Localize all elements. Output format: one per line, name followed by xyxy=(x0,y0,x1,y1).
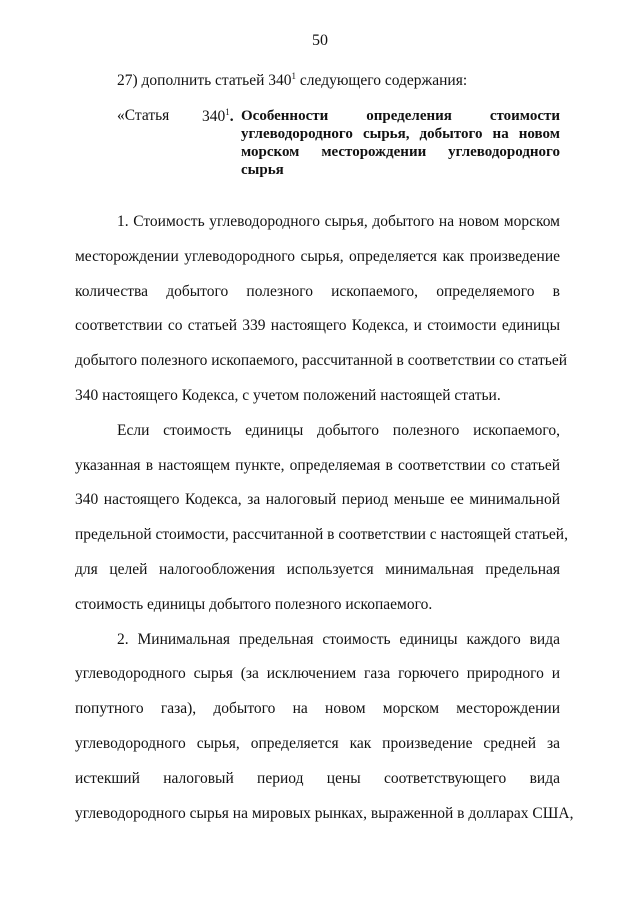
article-number-base: 340 xyxy=(202,108,226,125)
text-line: углеводородного сырья (за исключением газа горючего природного и xyxy=(75,665,560,683)
text-line: 340 настоящего Кодекса, с учетом положений настоящей статьи. xyxy=(75,386,501,404)
article-number-superscript: 1 xyxy=(225,107,230,117)
intro-text-after: следующего содержания: xyxy=(296,72,468,89)
text-line: месторождении углеводородного сырья, определяется как произведение xyxy=(75,247,560,265)
text-line: указанная в настоящем пункте, определяемая в соответствии со статьей xyxy=(75,456,560,474)
text-line: истекший налоговый период цены соответствующего вида xyxy=(75,769,560,787)
article-label: «Статья xyxy=(117,107,170,124)
page-number: 50 xyxy=(312,32,328,49)
paragraph-2 xyxy=(75,414,568,623)
article-title-line: углеводородного сырья, добытого на новом xyxy=(241,126,560,142)
article-title-line: морском месторождении углеводородного xyxy=(241,144,560,160)
text-line: предельной стоимости, рассчитанной в соответствии с настоящей статьей, xyxy=(75,526,568,544)
text-line: углеводородного сырья на мировых рынках, выраженной в долларах США, xyxy=(75,804,574,822)
article-body xyxy=(75,205,574,831)
text-line: соответствии со статьей 339 настоящего Кодекса, и стоимости единицы xyxy=(75,317,560,335)
text-line: углеводородного сырья, определяется как произведение средней за xyxy=(75,734,560,752)
article-title-line: сырья xyxy=(241,162,284,178)
text-line: 1. Стоимость углеводородного сырья, добытого на новом морском xyxy=(117,213,560,230)
text-line: 340 настоящего Кодекса, за налоговый период меньше ее минимальной xyxy=(75,491,560,509)
intro-text-before: 27) дополнить статьей 340 xyxy=(117,72,292,89)
article-number xyxy=(202,107,234,126)
text-line: добытого полезного ископаемого, рассчитанной в соответствии со статьей xyxy=(75,352,568,370)
text-line: стоимость единицы добытого полезного ископаемого. xyxy=(75,595,433,613)
text-line: попутного газа), добытого на новом морском месторождении xyxy=(75,700,560,718)
text-line: Если стоимость единицы добытого полезного ископаемого, xyxy=(117,421,560,439)
text-line: для целей налогообложения используется минимальная предельная xyxy=(75,560,560,578)
intro-superscript: 1 xyxy=(291,71,297,81)
article-title xyxy=(241,107,560,179)
article-number-dot: . xyxy=(229,108,234,125)
text-line: количества добытого полезного ископаемого, определяемого в xyxy=(75,282,560,300)
amendment-intro xyxy=(117,71,467,90)
paragraph-1 xyxy=(75,205,568,414)
paragraph-3 xyxy=(75,623,574,832)
text-line: 2. Минимальная предельная стоимость единицы каждого вида xyxy=(117,630,560,648)
article-title-line: Особенности определения стоимости xyxy=(241,108,560,124)
